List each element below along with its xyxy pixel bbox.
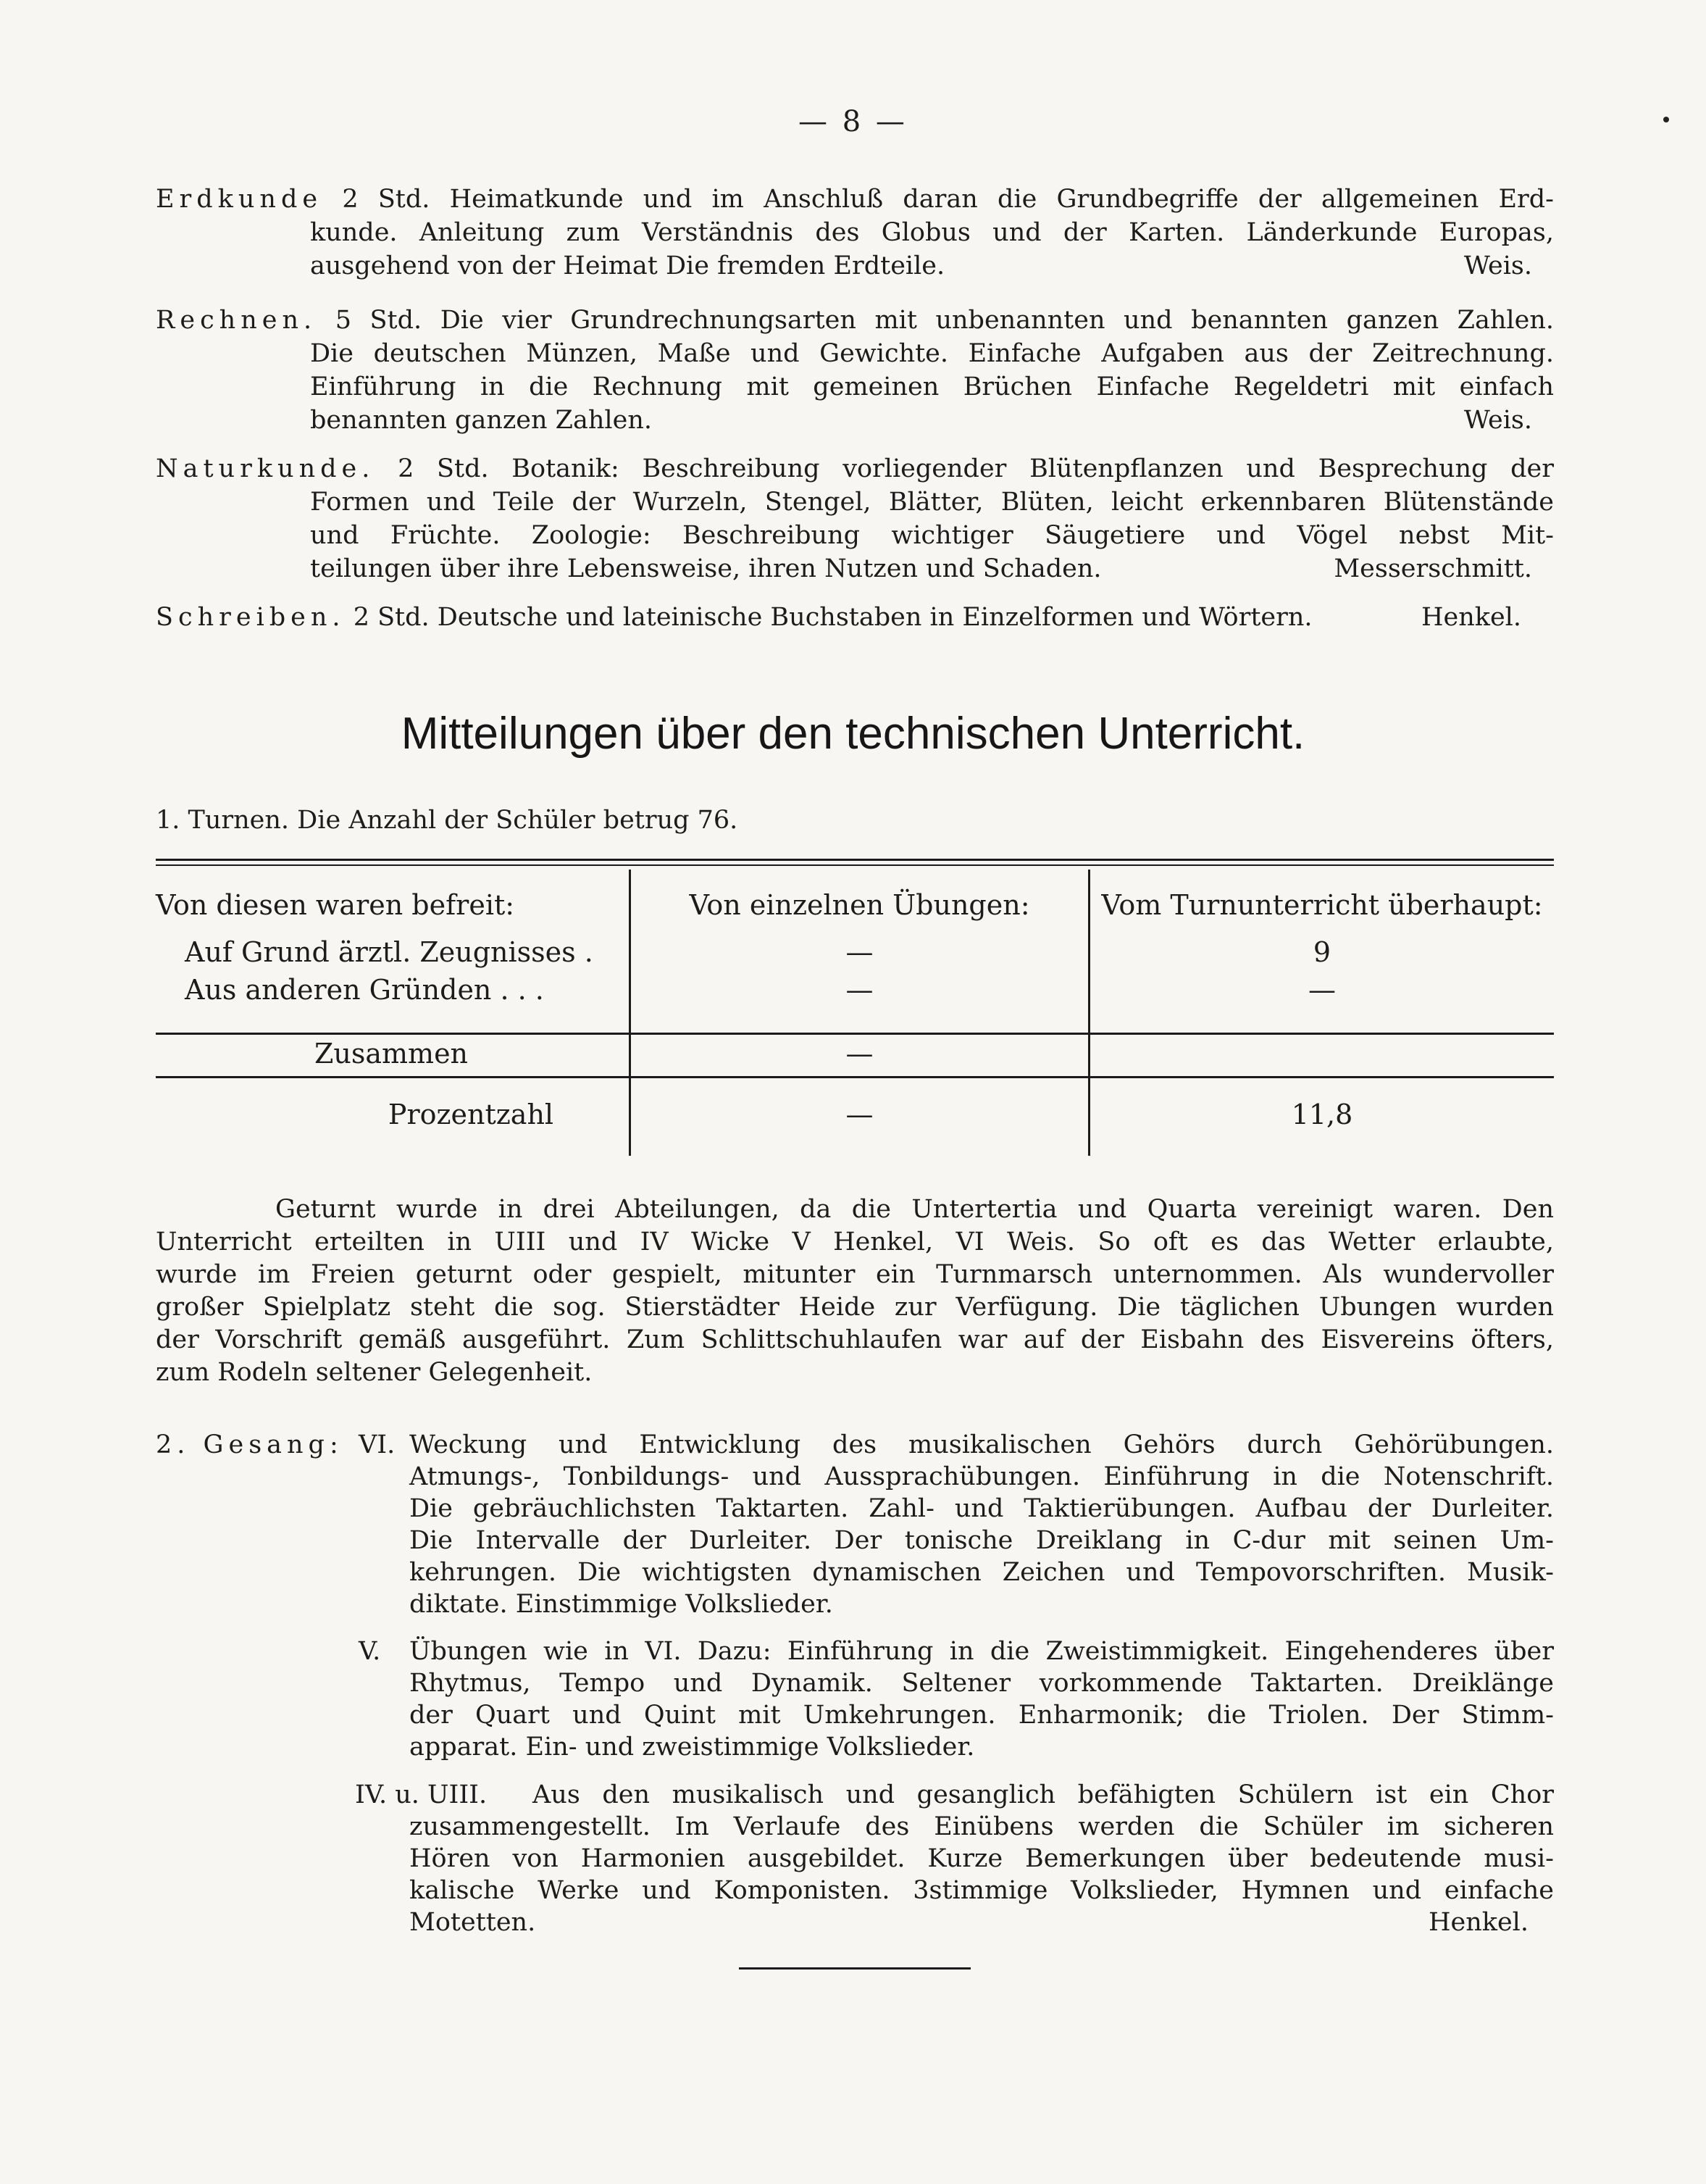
text-line: Geturnt wurde in drei Abteilungen, da die Untertertia und Quarta vereinigt waren. Den [275,1195,1554,1224]
subject-label: Naturkunde. [156,454,375,483]
table-cell: 11,8 [1291,1099,1353,1130]
text-line: Formen und Teile der Wurzeln, Stengel, Blätter, Blüten, leicht erkennbaren Blütenstände [310,488,1554,517]
text-line: Die Intervalle der Durleiter. Der tonische Dreiklang in C-dur mit seinen Um- [409,1526,1554,1555]
text-line: Die deutschen Münzen, Maße und Gewichte. Einfache Aufgaben aus der Zeitrechnung. [310,339,1554,368]
table-cell: — [845,1099,874,1130]
text-line: Atmungs-, Tonbildungs- und Aussprachübungen. Einführung in die Notenschrift. [409,1462,1554,1491]
table-total-label: Zusammen [314,1038,469,1070]
table-header: Von einzelnen Übungen: [689,889,1030,921]
table-rule [156,1033,1554,1035]
table-header: Von diesen waren befreit: [156,889,515,921]
text-line: kunde. Anleitung zum Verständnis des Globus und der Karten. Länderkunde Europas, [310,218,1554,247]
text-line: Einführung in die Rechnung mit gemeinen Brüchen Einfache Regeldetri mit einfach [310,372,1554,401]
table-header: Vom Turnunterricht überhaupt: [1101,889,1543,921]
teacher-name: Henkel. [1421,603,1521,632]
teacher-name: Messerschmitt. [1334,554,1532,583]
table-cell: — [1308,974,1336,1006]
text-line: der Quart und Quint mit Umkehrungen. Enharmonik; die Triolen. Der Stimm- [409,1701,1554,1730]
table-rule-top-thin [156,864,1554,866]
text-line: ausgehend von der Heimat Die fremden Erdteile. [310,251,945,280]
closing-rule [739,1967,971,1970]
text-line: 2 Std. Heimatkunde und im Anschluß daran die Grundbegriffe der allgemeinen Erd- [342,185,1554,214]
text-line: teilungen über ihre Lebensweise, ihren Nutzen und Schaden. [310,554,1102,583]
text-line: Aus den musikalisch und gesanglich befähigten Schülern ist ein Chor [532,1780,1554,1809]
page-number: — 8 — [798,105,908,138]
table-cell: — [845,936,874,968]
text-line: diktate. Einstimmige Volkslieder. [409,1590,833,1619]
table-cell: — [845,974,874,1006]
text-line: Motetten. [409,1908,536,1937]
subject-label: Erdkunde [156,185,323,214]
text-line: Übungen wie in VI. Dazu: Einführung in die Zweistimmigkeit. Eingehenderes über [409,1637,1554,1666]
table-row-label: Auf Grund ärztl. Zeugnisses . [185,936,593,968]
text-line: der Vorschrift gemäß ausgeführt. Zum Schlittschuhlaufen war auf der Eisbahn des Eisvereins öfters, [156,1325,1554,1354]
text-line: Hören von Harmonien ausgebildet. Kurze Bemerkungen über bedeutende musi- [409,1844,1554,1873]
table-percent-label: Prozentzahl [388,1099,554,1130]
text-line: kehrungen. Die wichtigsten dynamischen Zeichen und Tempovorschriften. Musik- [409,1558,1554,1587]
text-line: zum Rodeln seltener Gelegenheit. [156,1358,593,1387]
teacher-name: Weis. [1463,406,1532,435]
class-label: VI. [359,1430,396,1459]
text-line: 5 Std. Die vier Grundrechnungsarten mit unbenannten und benannten ganzen Zahlen. [335,306,1554,335]
text-line: apparat. Ein- und zweistimmige Volkslieder. [409,1733,975,1762]
text-line: kalische Werke und Komponisten. 3stimmige Volkslieder, Hymnen und einfache [409,1876,1554,1905]
teacher-name: Henkel. [1428,1908,1529,1937]
text-line: Weckung und Entwicklung des musikalischen Gehörs durch Gehörübungen. [409,1430,1554,1459]
subject-label: Schreiben. [156,603,346,632]
text-line: benannten ganzen Zahlen. [310,406,652,435]
teacher-name: Weis. [1463,251,1532,280]
table-cell: 9 [1313,936,1331,968]
subject-label: Rechnen. [156,306,317,335]
text-line: Rhytmus, Tempo und Dynamik. Seltener vorkommende Taktarten. Dreiklänge [409,1669,1554,1698]
gesang-label: 2. Gesang: [156,1430,343,1459]
text-line: großer Spielplatz steht die sog. Stierstädter Heide zur Verfügung. Die täglichen Ubungen wurden [156,1293,1554,1322]
text-line: und Früchte. Zoologie: Beschreibung wichtiger Säugetiere und Vögel nebst Mit- [310,521,1554,550]
table-cell: — [845,1038,874,1070]
text-line: 2 Std. Botanik: Beschreibung vorliegender Blütenpflanzen und Besprechung der [398,454,1554,483]
turnen-intro: 1. Turnen. Die Anzahl der Schüler betrug 76. [156,806,738,835]
text-line: Unterricht erteilten in UIII und IV Wicke V Henkel, VI Weis. So oft es das Wetter erlaubte, [156,1228,1554,1256]
text-line: wurde im Freien geturnt oder gespielt, mitunter ein Turnmarsch unternommen. Als wundervoller [156,1260,1554,1289]
class-label: IV. u. UIII. [355,1780,488,1809]
class-label: V. [359,1637,381,1666]
table-rule [156,1076,1554,1078]
text-line: zusammengestellt. Im Verlaufe des Einübens werden die Schüler im sicheren [409,1812,1554,1841]
table-rule-top [156,859,1554,861]
section-title: Mitteilungen über den technischen Unterricht. [401,709,1305,759]
text-line: Die gebräuchlichsten Taktarten. Zahl- und Taktierübungen. Aufbau der Durleiter. [409,1494,1554,1523]
table-row-label: Aus anderen Gründen . . . [185,974,544,1006]
text-line: 2 Std. Deutsche und lateinische Buchstaben in Einzelformen und Wörtern. [353,603,1313,632]
